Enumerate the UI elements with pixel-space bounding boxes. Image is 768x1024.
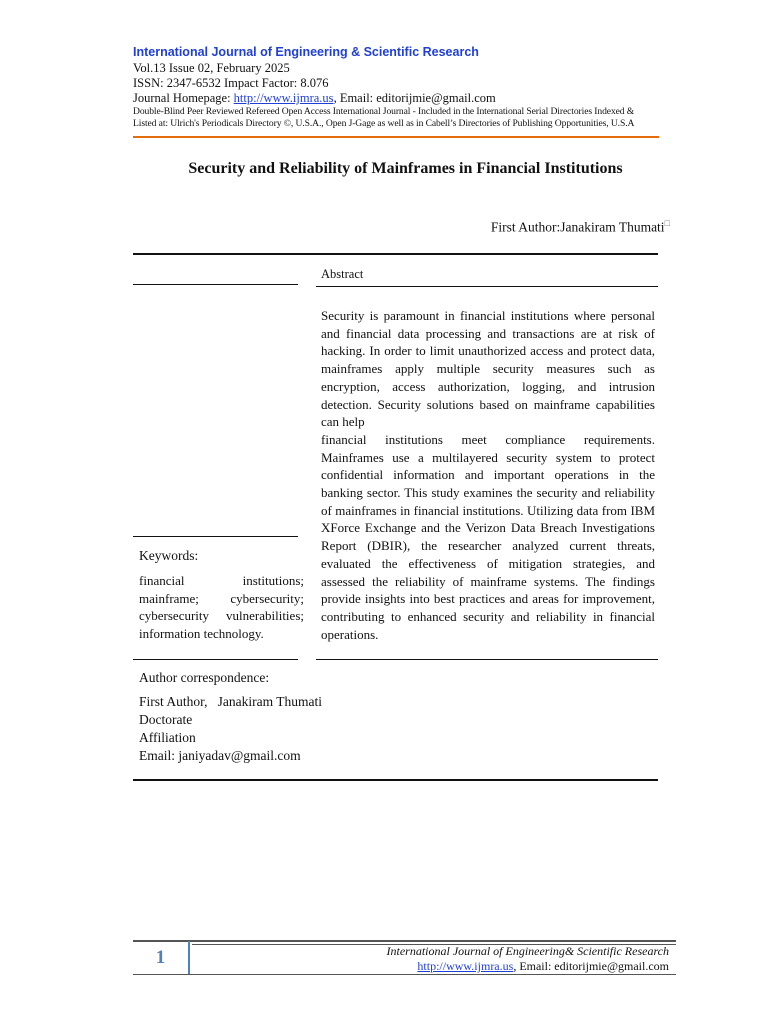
keywords-rule [133, 536, 298, 537]
footer-top-rule [133, 940, 676, 942]
homepage-label: Journal Homepage: [133, 91, 234, 105]
left-rule-top [133, 284, 298, 285]
footer-text [387, 944, 670, 974]
author-name: First Author:Janakiram Thumati [490, 219, 665, 235]
journal-name: International Journal of Engineering & Scientific Research [133, 45, 479, 59]
footer-email: , Email: editorijmie@gmail.com [513, 959, 669, 973]
correspondence-block [139, 693, 322, 765]
header-divider [133, 136, 659, 138]
correspondence-name: First Author, Janakiram Thumati [139, 694, 322, 709]
keywords-body [139, 572, 304, 642]
author-footnote-mark: □ [664, 218, 670, 228]
indexing-line-2: Listed at: Ulrich's Periodicals Directory ©, U.S.A., Open J-Gage as well as in Cabell’s Directories of Publishing Opportunities, U.S.A [133, 118, 635, 129]
indexing-line-1: Double-Blind Peer Reviewed Refereed Open Access International Journal - Included in the International Serial Directories Indexed & [133, 106, 635, 117]
bottom-rule [133, 779, 658, 781]
footer-contact [387, 959, 670, 974]
footer-link[interactable]: http://www.ijmra.us [417, 959, 514, 973]
abstract-paragraph-1: Security is paramount in financial institutions where personal and financial data processing and transactions are at risk of hacking. In order to limit unauthorized access and protect data, mainframes apply multiple security measures such as encryption, access authorization, logging, and intrusion detection. Security solutions based on mainframe capabilities can help [321, 308, 655, 430]
footer-journal-name: International Journal of Engineering& Scientific Research [386, 944, 669, 958]
footer-divider [188, 941, 190, 974]
footer-bottom-rule [133, 974, 676, 975]
correspondence-heading: Author correspondence: [139, 670, 270, 685]
volume-line: Vol.13 Issue 02, February 2025 [133, 61, 290, 75]
abstract-head-rule [316, 286, 658, 287]
keywords-heading: Keywords: [139, 548, 199, 563]
abstract-paragraph-2: financial institutions meet compliance requirements. Mainframes use a multilayered security system to protect confidential information and important operations in the banking sector. This study examines the security and reliability of mainframes in financial institutions. Utilizing data from IBM XForce Exchange and the Verizon Data Breach Investigations Report (DBIR), the researcher analyzed current threats, evaluated the effectiveness of mitigation strategies, and assessed the reliability of mainframe systems. The findings provide insights into best practices and areas for improvement, contributing to enhanced security and reliability in financial operations. [321, 431, 655, 642]
abstract-bottom-rule [316, 659, 658, 660]
correspondence-affiliation: Affiliation [139, 730, 196, 745]
issn-line: ISSN: 2347-6532 Impact Factor: 8.076 [133, 76, 329, 90]
abstract-body [321, 307, 655, 643]
author-line [491, 218, 670, 236]
top-rule [133, 253, 658, 255]
keywords-bottom-rule [133, 659, 298, 660]
homepage-line [133, 91, 496, 106]
page-number: 1 [155, 946, 166, 968]
abstract-heading: Abstract [321, 267, 364, 281]
header-email: , Email: editorijmie@gmail.com [333, 91, 496, 105]
paper-title: Security and Reliability of Mainframes in Financial Institutions [188, 160, 623, 177]
correspondence-degree: Doctorate [139, 712, 193, 727]
keywords-text: financial institutions; mainframe; cybersecurity; cybersecurity vulnerabilities; information technology. [139, 573, 304, 641]
correspondence-email: Email: janiyadav@gmail.com [139, 748, 301, 763]
homepage-link[interactable]: http://www.ijmra.us [233, 91, 334, 105]
